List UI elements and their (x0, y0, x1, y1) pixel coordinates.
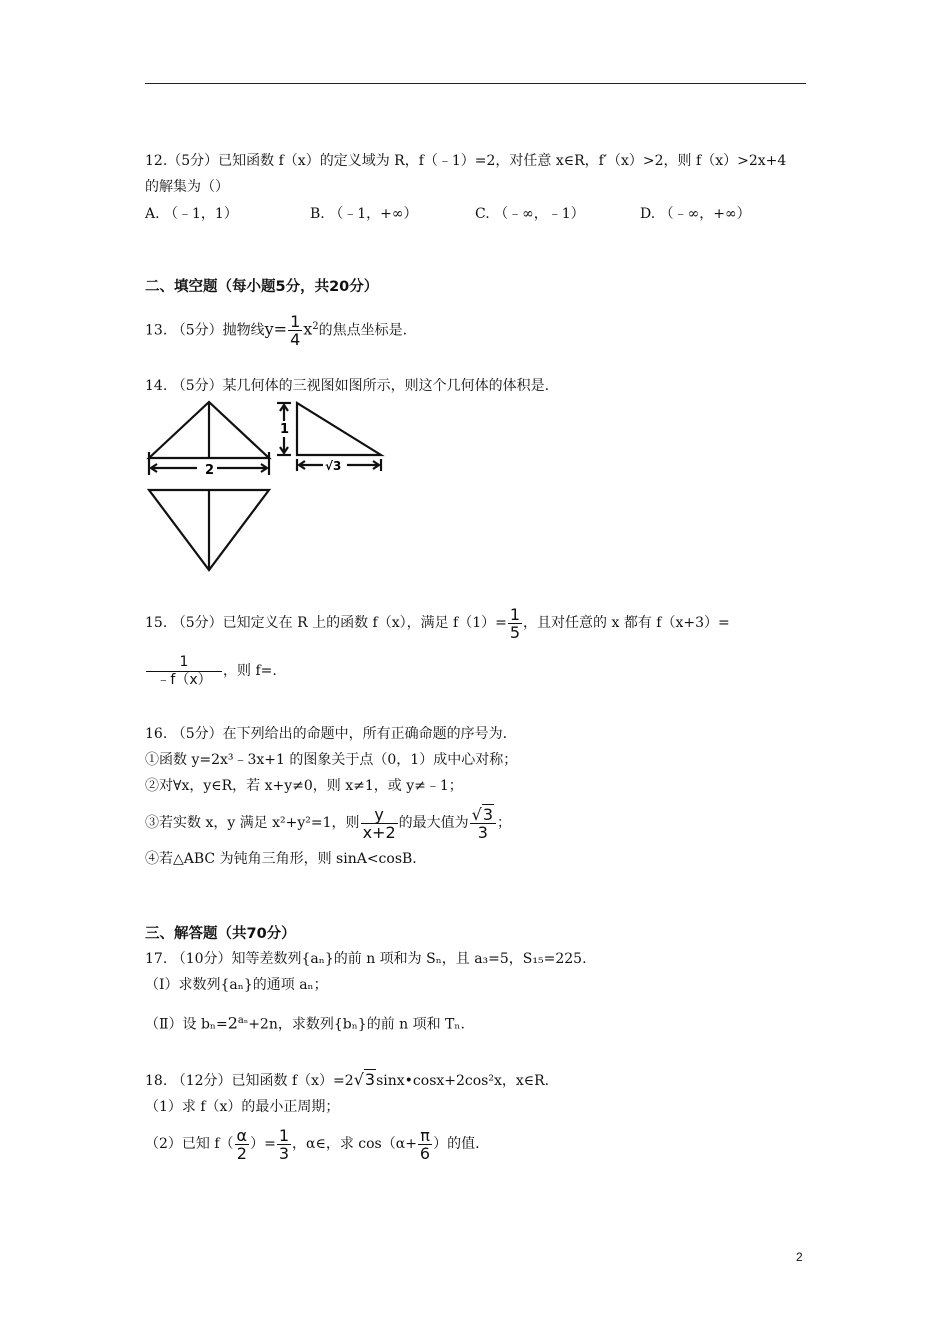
q13-x: x (303, 319, 313, 339)
q16-p3-result (470, 806, 496, 841)
q18-line3-mid: ）= (250, 1136, 276, 1152)
three-view-figure (145, 395, 390, 577)
q17-line3 (145, 1007, 465, 1039)
q18-ad: 2 (236, 1143, 247, 1163)
q15-post: ，则 f=. (223, 663, 277, 679)
q18-line3-pre: （2）已知 f（ (145, 1136, 234, 1152)
q18-line1-post: sinx•cosx+2cos²x，x∈R. (376, 1073, 550, 1089)
q13-line (145, 308, 407, 350)
q16-p3-rnum: √3 (470, 806, 496, 824)
q14-line: 14. （5分）某几何体的三视图如图所示，则这个几何体的体积是. (145, 378, 550, 394)
q18-rd: 3 (278, 1143, 290, 1163)
q18-line1 (145, 1070, 549, 1091)
q16-p3-num: y (361, 806, 398, 824)
q18-frac-pi (418, 1127, 432, 1162)
q16-p3-post: ； (497, 815, 512, 831)
q18-pn: π (418, 1127, 432, 1145)
q17-line3-pre: （Ⅱ）设 bₙ= (145, 1016, 228, 1033)
q18-pd: 6 (419, 1143, 431, 1163)
q15-mid: ，且对任意的 x 都有 f（x+3）= (523, 615, 730, 631)
q18-an: α (236, 1125, 248, 1145)
q18-frac-result (277, 1127, 291, 1162)
q15-pre: 15. （5分）已知定义在 R 上的函数 f（x），满足 f（1）= (145, 615, 507, 631)
q15-d2: ﹣f（x） (156, 671, 212, 688)
q16-prop4: ④若△ABC 为钝角三角形，则 sinA<cosB. (145, 851, 417, 867)
q15-d1: 5 (509, 622, 521, 642)
q15-frac2 (146, 654, 222, 689)
q12-option-a: A. （﹣1，1） (145, 206, 238, 222)
q13-fraction (288, 313, 302, 348)
q15-n2: 1 (146, 654, 222, 672)
q12-option-c: C. （﹣∞，﹣1） (475, 206, 585, 222)
q16-p3-frac (361, 806, 398, 841)
q16-prop2: ②对∀x，y∈R，若 x+y≠0，则 x≠1，或 y≠﹣1； (145, 778, 463, 794)
section-fill-in-heading: 二、填空题（每小题5分，共20分） (145, 279, 379, 295)
q18-line3-mid2: ，α∈，求 cos（α+ (292, 1136, 417, 1152)
q18-frac-alpha (235, 1127, 250, 1162)
q16-p3-rden: 3 (477, 822, 488, 842)
q17-line1: 17. （10分）知等差数列{aₙ}的前 n 项和为 Sₙ，且 a₃=5，S₁₅=225. (145, 951, 587, 967)
q18-rn: 1 (278, 1125, 290, 1145)
q18-line3-post: ）的值. (433, 1136, 480, 1152)
q15-line2 (145, 651, 277, 691)
q15-n1: 1 (509, 604, 521, 624)
q16-prop3 (145, 803, 511, 843)
q15-frac1 (508, 606, 522, 641)
q16-p3-radicand: 3 (482, 804, 494, 824)
q16-stem: 16. （5分）在下列给出的命题中，所有正确命题的序号为. (145, 726, 508, 742)
side-width-label: √3 (325, 459, 342, 473)
q13-pre: 13. （5分）抛物线 (145, 322, 265, 339)
q17-base: 2 (227, 1013, 238, 1033)
page-number: 2 (796, 1250, 803, 1264)
q12-option-d: D. （﹣∞，+∞） (640, 206, 751, 222)
q18-line3 (145, 1124, 480, 1164)
q13-num: 1 (290, 312, 301, 332)
q12-option-b: B. （﹣1，+∞） (310, 206, 418, 222)
q16-p3-den: x+2 (362, 822, 396, 842)
side-height-label: 1 (280, 422, 290, 437)
q18-sqrt: √3 (353, 1070, 376, 1089)
q16-p3-pre: ③若实数 x，y 满足 x²+y²=1，则 (145, 815, 360, 831)
header-rule (145, 83, 806, 84)
q15-line1 (145, 603, 730, 643)
q16-p3-mid: 的最大值为 (398, 815, 469, 831)
q13-post: 的焦点坐标是. (318, 322, 408, 339)
q18-radicand: 3 (364, 1070, 376, 1089)
top-view (149, 490, 269, 570)
q13-y: y= (264, 319, 288, 339)
q12-line2: 的解集为（） (145, 179, 229, 195)
q17-line3-post: +2n，求数列{bₙ}的前 n 项和 Tₙ. (248, 1016, 465, 1033)
section-solution-heading: 三、解答题（共70分） (145, 926, 296, 942)
q18-line1-pre: 18. （12分）已知函数 f（x）=2 (145, 1073, 354, 1089)
q17-exp: aₙ (237, 1015, 249, 1026)
q13-den: 4 (290, 330, 301, 350)
q16-prop1: ①函数 y=2x³﹣3x+1 的图象关于点（0，1）成中心对称； (145, 752, 518, 768)
q13-exp: 2 (312, 321, 319, 332)
q12-line1: 12.（5分）已知函数 f（x）的定义域为 R，f（﹣1）=2，对任意 x∈R，f′（x）>2，则 f（x）>2x+4 (145, 153, 787, 169)
q17-line2: （Ⅰ）求数列{aₙ}的通项 aₙ； (145, 977, 328, 993)
front-width-label: 2 (205, 463, 215, 478)
q18-line2: （1）求 f（x）的最小正周期； (145, 1099, 340, 1115)
